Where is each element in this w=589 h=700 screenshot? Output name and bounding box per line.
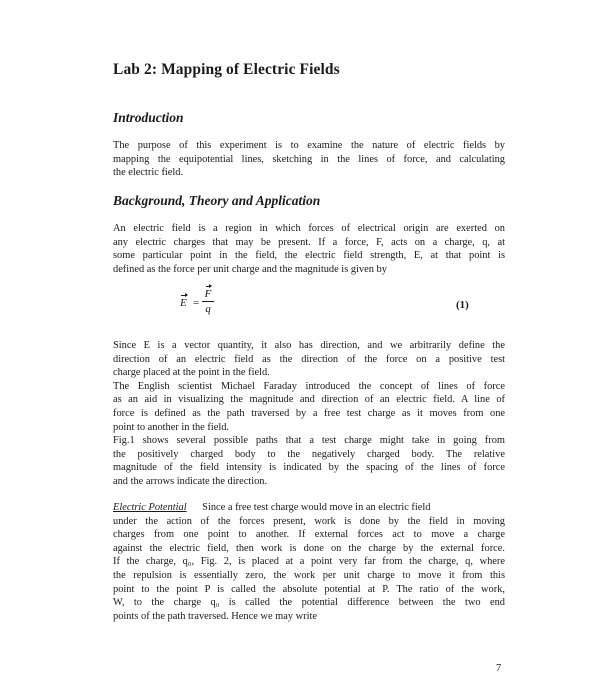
text-line: some particular point in the field, the electric field strength, E, at that point is [113,250,505,262]
equation-number: (1) [456,299,469,311]
text-line: charges from one point to another. If external forces act to move a charge [113,529,505,541]
text-line: The purpose of this experiment is to examine the nature of electric fields by [113,140,505,151]
equation-fraction [202,288,214,315]
text-line: magnitude of the field intensity is indicated by the spacing of the lines of force [113,462,505,474]
background-paragraph [113,222,505,276]
text-line: If the charge, q₀, Fig. 2, is placed at a point very far from the charge, q, where [113,556,505,568]
electric-potential-first-line: Since a free test charge would move in an electric field [202,502,431,513]
text-line: points of the path traversed. Hence we may write [113,610,317,622]
electric-potential-paragraph [113,501,505,623]
text-line: Fig.1 shows several possible paths that a test charge might take in going from [113,435,505,447]
text-line: defined as the force per unit charge and the magnitude is given by [113,263,387,275]
equation-lhs: E [180,297,187,309]
text-line: the electric field. [113,167,184,179]
text-line: mapping the equipotential lines, sketching in the lines of force, and calculating [113,153,505,165]
equation-1 [180,288,240,324]
background-heading: Background, Theory and Application [113,193,321,208]
text-line: the positively charged body to the negatively charged body. The relative [113,448,505,460]
page-number: 7 [496,663,502,674]
text-line: point to another in the field. [113,421,230,433]
text-line: force is defined as the path traversed by a free test charge as it moves from one [113,407,505,419]
equation-denominator: q [205,303,211,315]
text-line: any electric charges that may be present. If a force, F, acts on a charge, q, at [113,236,505,248]
text-line: against the electric field, then work is done on the charge by the external force. [113,542,505,554]
equation-numerator: F [204,288,212,300]
text-line [113,501,505,515]
text-line: under the action of the forces present, work is done by the field in moving [113,515,505,527]
text-line: An electric field is a region in which forces of electrical origin are exerted on [113,223,505,234]
introduction-paragraph [113,139,505,180]
text-line: The English scientist Michael Faraday introduced the concept of lines of force [113,380,505,392]
page-title: Lab 2: Mapping of Electric Fields [113,61,340,78]
text-line: direction of an electric field as the direction of the force on a positive test [113,353,505,365]
text-line: charge placed at the point in the field. [113,367,270,379]
fraction-bar [202,301,214,302]
text-line: and the arrows indicate the direction. [113,475,268,487]
electric-potential-label: Electric Potential [113,502,187,513]
field-direction-paragraph [113,339,505,489]
equation-equals: = [193,297,200,309]
text-line: point to the point P is called the absolute potential at P. The ratio of the work, [113,583,505,595]
text-line: Since E is a vector quantity, it also has direction, and we arbitrarily define the [113,340,505,351]
text-line: W, to the charge q₀ is called the potential difference between the two end [113,597,505,609]
introduction-heading: Introduction [113,110,184,125]
text-line: the repulsion is essentially zero, the work per unit charge to move it from this [113,569,505,581]
text-line: as an aid in visualizing the magnitude and direction of an electric field. A line of [113,394,505,406]
